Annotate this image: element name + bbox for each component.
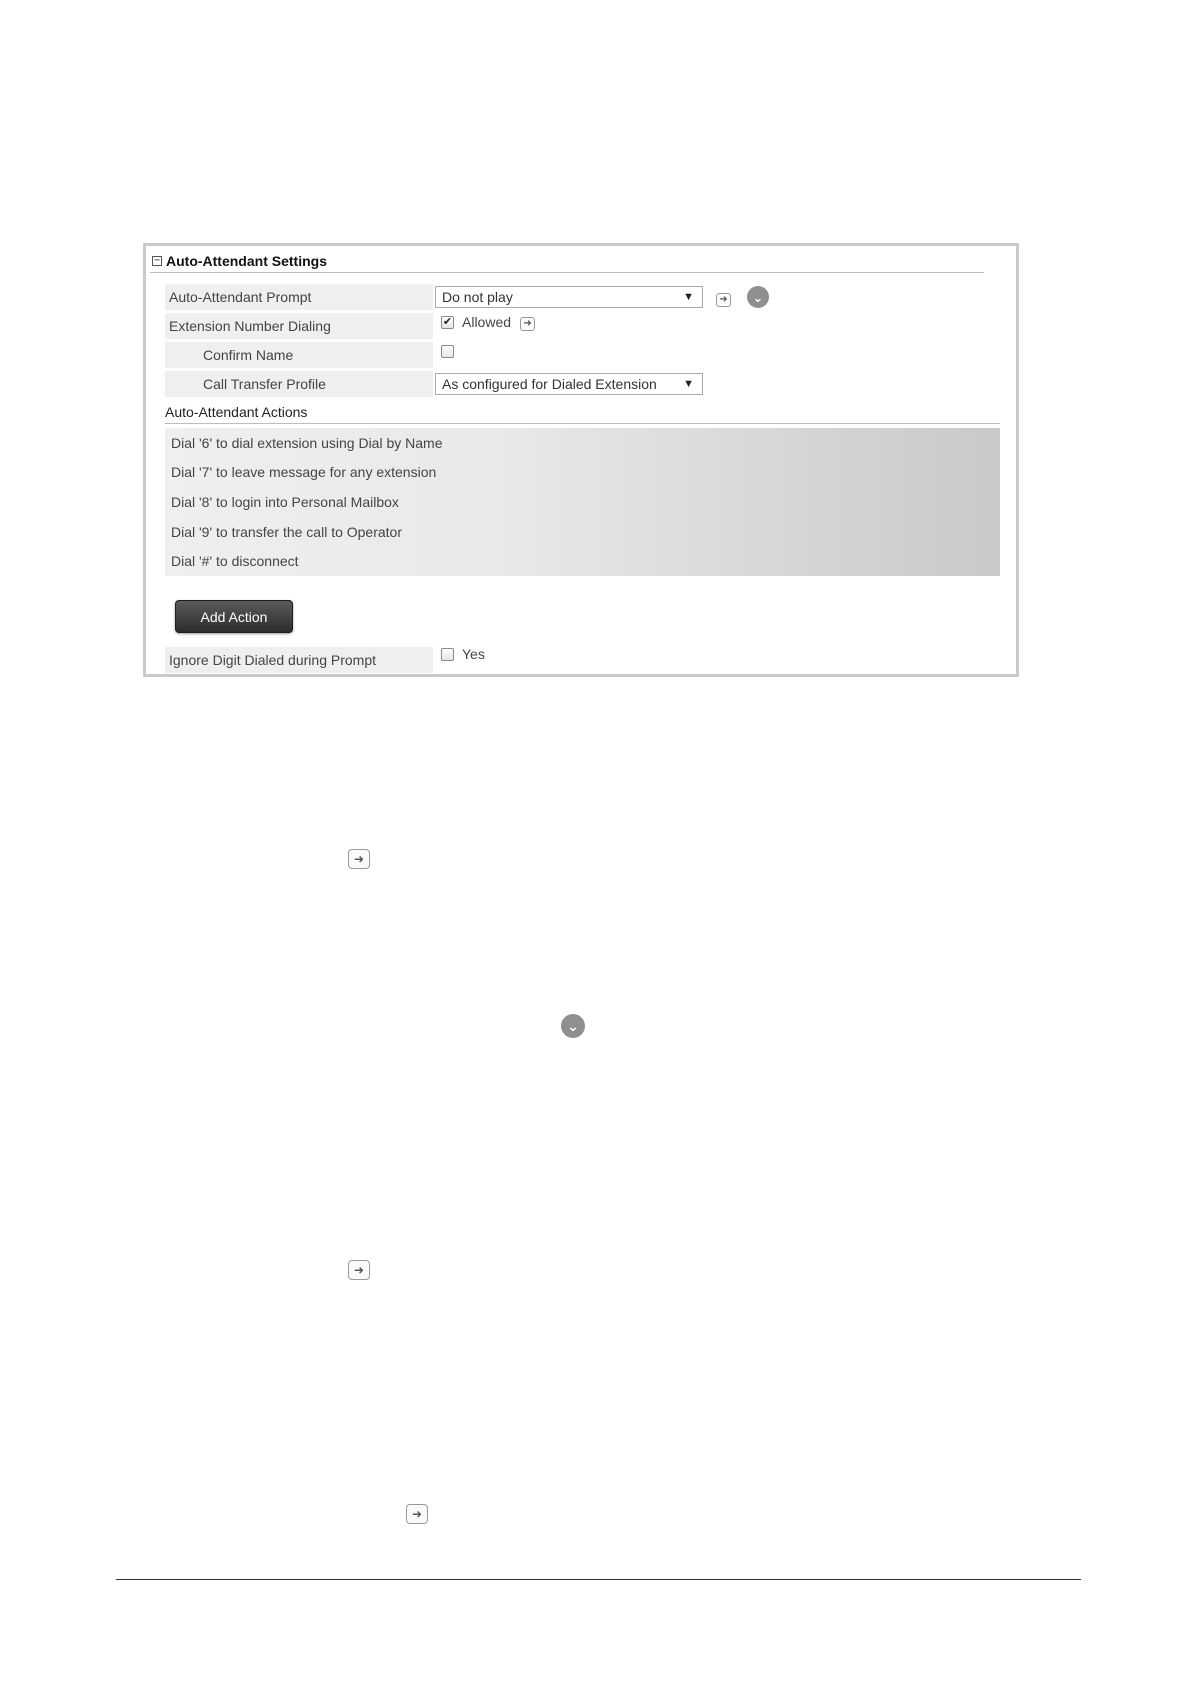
extension-dialing-checkbox[interactable]: ✔ xyxy=(442,316,453,328)
collapse-icon[interactable]: − xyxy=(153,255,161,266)
actions-section-label: Auto-Attendant Actions xyxy=(165,404,1000,424)
link-arrow-icon: ➜ xyxy=(406,1504,428,1524)
extension-dialing-value-cell xyxy=(435,313,535,342)
ignore-digit-label: Ignore Digit Dialed during Prompt xyxy=(165,647,433,673)
footer-divider xyxy=(116,1579,1081,1580)
call-transfer-value-cell xyxy=(435,371,703,397)
call-transfer-select[interactable] xyxy=(435,373,703,395)
add-action-button[interactable]: Add Action xyxy=(175,600,293,633)
action-item[interactable]: Dial '8' to login into Personal Mailbox xyxy=(171,493,399,510)
action-item[interactable]: Dial '9' to transfer the call to Operator xyxy=(171,523,403,540)
call-transfer-label: Call Transfer Profile xyxy=(165,371,433,397)
auto-attendant-settings-panel xyxy=(143,243,1019,677)
extension-dialing-label: Extension Number Dialing xyxy=(165,313,433,339)
action-item[interactable]: Dial '#' to disconnect xyxy=(171,553,299,570)
prompt-link-arrow-icon[interactable]: ➜ xyxy=(716,293,731,307)
extension-dialing-link-arrow-icon[interactable]: ➜ xyxy=(520,317,535,331)
link-arrow-icon: ➜ xyxy=(348,849,370,869)
action-item[interactable]: Dial '7' to leave message for any extension xyxy=(171,464,437,481)
panel-header xyxy=(150,250,984,273)
help-icon[interactable]: ⌄ xyxy=(747,286,769,308)
actions-list xyxy=(165,428,1000,576)
call-transfer-select-value: As configured for Dialed Extension xyxy=(442,376,657,392)
panel-title: Auto-Attendant Settings xyxy=(166,253,327,269)
confirm-name-label: Confirm Name xyxy=(165,342,433,368)
prompt-select[interactable] xyxy=(435,286,703,308)
chevron-down-icon: ▼ xyxy=(683,378,694,390)
link-arrow-icon: ➜ xyxy=(348,1260,370,1280)
ignore-digit-value-cell xyxy=(435,647,485,673)
prompt-value-cell xyxy=(435,284,769,310)
confirm-name-value-cell xyxy=(435,342,454,371)
confirm-name-checkbox[interactable] xyxy=(441,345,454,358)
ignore-digit-option-label: Yes xyxy=(462,646,485,662)
prompt-select-value: Do not play xyxy=(442,289,513,305)
ignore-digit-checkbox[interactable] xyxy=(441,648,454,661)
chevron-down-icon: ▼ xyxy=(683,291,694,303)
prompt-label: Auto-Attendant Prompt xyxy=(165,284,433,310)
action-item[interactable]: Dial '6' to dial extension using Dial by Name xyxy=(171,434,443,451)
extension-dialing-option-label: Allowed xyxy=(462,314,512,330)
help-icon: ⌄ xyxy=(561,1014,585,1038)
